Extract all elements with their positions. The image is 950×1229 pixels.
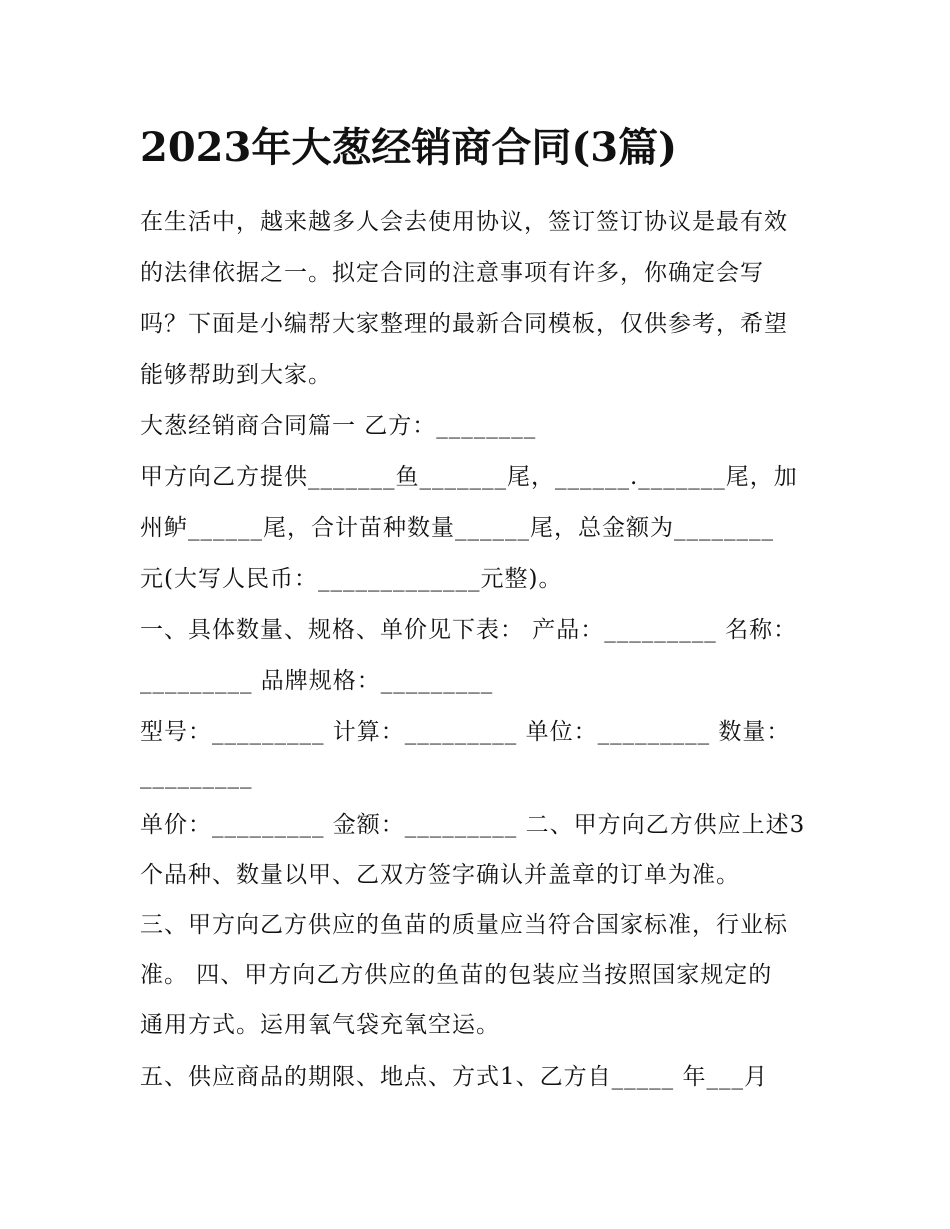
paragraph-line: _________ 品牌规格：_________ [140, 668, 494, 694]
paragraph-line: 州鲈______尾，合计苗种数量______尾，总金额为________ [140, 515, 774, 541]
paragraph-line: 通用方式。运用氧气袋充氧空运。 [140, 1012, 500, 1038]
paragraph-line: 能够帮助到大家。 [140, 362, 332, 388]
paragraph-line: 的法律依据之一。拟定合同的注意事项有许多，你确定会写 [140, 260, 764, 286]
paragraph-line: 五、供应商品的期限、地点、方式1、乙方自_____ 年___月 [140, 1064, 768, 1090]
paragraph-line: 吗？下面是小编帮大家整理的最新合同模板，仅供参考，希望 [140, 311, 788, 337]
paragraph-line: 大葱经销商合同篇一 乙方：________ [140, 413, 537, 439]
paragraph-line: 型号：_________ 计算：_________ 单位：_________ 数量： [140, 719, 791, 745]
paragraph-line: 单价：_________ 金额：_________ 二、甲方向乙方供应上述3 [140, 812, 806, 838]
document-title: 2023年大葱经销商合同(3篇) [140, 124, 678, 171]
paragraph-line: _________ [140, 763, 253, 789]
document-page [140, 0, 820, 1229]
paragraph-line: 个品种、数量以甲、乙双方签字确认并盖章的订单为准。 [140, 862, 740, 888]
paragraph-line: 元(大写人民币：_____________元整)。 [140, 566, 563, 592]
paragraph-line: 一、具体数量、规格、单价见下表： 产品：_________ 名称： [140, 617, 798, 643]
paragraph-line: 甲方向乙方提供_______鱼_______尾，______._______尾，加 [140, 464, 798, 490]
paragraph-line: 三、甲方向乙方供应的鱼苗的质量应当符合国家标准，行业标 [140, 912, 788, 938]
paragraph-line: 在生活中，越来越多人会去使用协议，签订签订协议是最有效 [140, 209, 788, 235]
paragraph-line: 准。 四、甲方向乙方供应的鱼苗的包装应当按照国家规定的 [140, 962, 773, 988]
